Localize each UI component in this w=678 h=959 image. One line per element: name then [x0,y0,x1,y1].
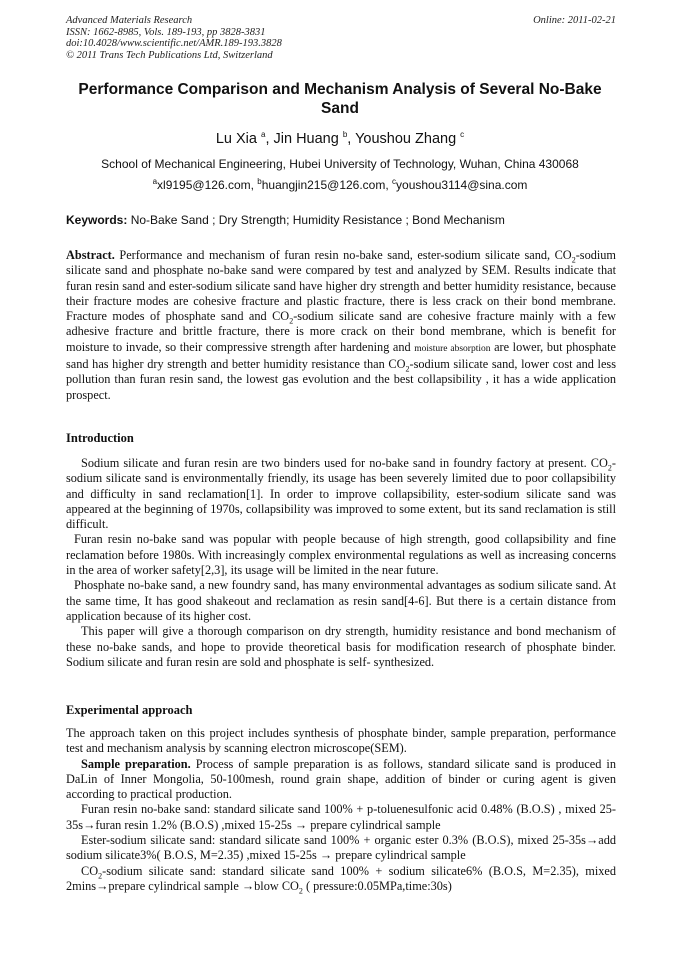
keywords-label: Keywords: [66,213,128,227]
abstract-text: -sodium silicate sand, lower cost and less pollution than furan resin sand, the lowest gas evolution and the best collapsibility , it has a wide application prospect. [66,357,616,402]
paragraph-text: ( pressure:0.05MPa,time:30s) [302,878,452,893]
paragraph [66,757,616,803]
experimental-body [66,726,616,894]
paragraph [66,864,616,895]
abstract [66,248,616,403]
paragraph: Phosphate no-bake sand, a new foundry sand, has many environmental advantages as sodium silicate sand. At the same time, It has good shakeout and reclamation as resin sand[4-6]. But there is a certain distance from application because of its higher cost. [66,578,616,623]
issn-line: ISSN: 1662-8985, Vols. 189-193, pp 3828-3831 [66,26,266,38]
introduction-body [66,456,616,670]
author-separator: , [347,131,356,147]
online-date: Online: 2011-02-21 [533,15,616,26]
subscript: 2 [289,316,294,326]
email-address: huangjin215@126.com, [261,178,393,192]
author-emails [60,178,620,193]
copyright-line: © 2011 Trans Tech Publications Ltd, Switzerland [66,49,273,61]
paragraph-text: Process of sample preparation is as follows, standard silicate sand is produced in DaLin of Inner Mongolia, 50-100mesh, round grain shape, addition of binder or curing agent is given according to practical production. [66,756,616,802]
paragraph: Ester-sodium silicate sand: standard silicate sand 100% + organic ester 0.3% (B.O.S), mixed 25-35s→add sodium silicate3%( B.O.S, M=2.35) ,mixed 15-25s → prepare cylindrical sample [66,833,616,863]
author-name: Jin Huang [273,131,339,147]
journal-header [66,15,616,61]
author-name: Lu Xia [215,131,257,147]
paragraph [66,456,616,532]
paragraph-text: CO [81,863,99,878]
email-address: xl9195@126.com, [157,178,258,192]
email-superscript: b [257,177,262,186]
paragraph-text: -sodium silicate sand is environmentally friendly, its usage has been severely limited due to poor collapsibility and difficulty in sand reclamation[1]. In order to improve collapsibility, ester-sodium silicate sand was appeared at the beginning of 1970s, collapsibility was improved to some extent, but its sand reclamation is still difficult. [66,456,616,532]
abstract-text: -sodium silicate sand and phosphate no-bake sand were compared by test and analyzed by SEM. Results indicate that furan resin sand and ester-sodium silicate sand have higher dry strength and better humidity resistance, because their fracture modes are cohesive fracture and plastic fracture, there is less crack on their bond membrane. Fracture modes of phosphate sand and CO [66,248,616,324]
abstract-text: -sodium silicate sand are cohesive fracture mainly with a few adhesive fracture and brittle fracture, there is more crack on their bond membrane, which is benefit for moisture to invade, so their compressive strength after hardening and [66,309,616,354]
journal-name: Advanced Materials Research [66,15,193,26]
experimental-heading: Experimental approach [66,703,193,717]
keywords-text: No-Bake Sand ; Dry Strength; Humidity Resistance ; Bond Mechanism [127,213,505,227]
abstract-small-text: moisture absorption [414,343,491,354]
author-name: Youshou Zhang [355,131,457,147]
abstract-text: Performance and mechanism of furan resin no-bake sand, ester-sodium silicate sand, CO [114,248,572,262]
subscript: 2 [571,255,576,265]
paragraph-text: Sodium silicate and furan resin are two binders used for no-bake sand in foundry factory at present. CO [81,456,608,470]
doi-line: doi:10.4028/www.scientific.net/AMR.189-193.3828 [66,38,282,49]
introduction-heading: Introduction [66,431,134,445]
subscript: 2 [405,364,410,374]
author-separator: , [265,131,274,147]
affiliation: School of Mechanical Engineering, Hubei University of Technology, Wuhan, China 430068 [101,157,579,171]
paragraph: Furan resin no-bake sand was popular with people because of high strength, good collapsibility and fine reclamation before 1980s. With increasingly complex environmental regulations as well as increasing concerns in the area of worker safety[2,3], its usage will be limited in the near future. [66,532,616,578]
subscript: 2 [607,463,612,473]
abstract-label: Abstract. [66,248,115,262]
email-superscript: c [392,177,397,186]
paragraph: The approach taken on this project includes synthesis of phosphate binder, sample preparation, performance test and mechanism analysis by scanning electron microscope(SEM). [66,726,616,756]
email-superscript: a [152,177,158,186]
paragraph-text: -sodium silicate sand: standard silicate sand 100% + sodium silicate6% (B.O.S, M=2.35), mixed 2mins→prepare cylindrical sample →blow CO [66,863,616,893]
subscript: 2 [98,871,103,881]
author-superscript: b [342,130,348,140]
subsection-label: Sample preparation. [81,756,191,771]
author-superscript: a [260,130,266,140]
paragraph: Furan resin no-bake sand: standard silicate sand 100% + p-toluenesulfonic acid 0.48% (B.O.S) , mixed 25-35s→furan resin 1.2% (B.O.S) ,mixed 15-25s → prepare cylindrical sample [66,802,616,832]
author-superscript: c [460,130,465,140]
author-list [60,130,620,148]
email-address: youshou3114@sina.com [396,178,528,192]
abstract-text: are lower, but phosphate sand has higher dry strength and better humidity resistance than CO [66,339,616,372]
subscript: 2 [298,886,303,896]
paragraph: This paper will give a thorough comparison on dry strength, humidity resistance and bond mechanism of these no-bake sands, and hope to provide theoretical basis for modification research of phosphate binder. Sodium silicate and furan resin are sold and phosphate is self- synthesized. [66,624,616,669]
keywords [66,213,616,228]
paper-title: Performance Comparison and Mechanism Analysis of Several No-Bake Sand [78,81,602,117]
